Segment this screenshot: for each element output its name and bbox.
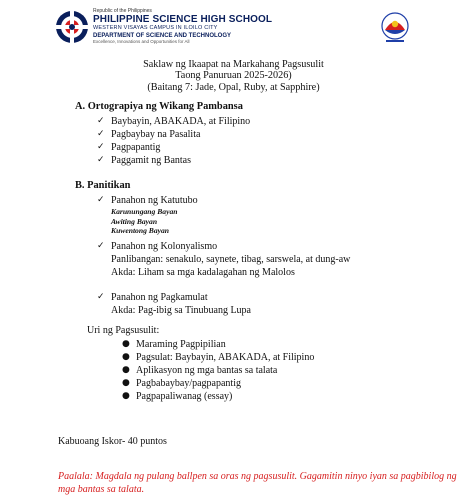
bullet-icon: ● xyxy=(122,365,130,375)
kolonyalismo-item xyxy=(97,240,217,253)
republic-line: Republic of the Philippines xyxy=(93,8,152,14)
list-item: ✓ Panahon ng Kolonyalismo xyxy=(97,241,218,252)
list-item: ✓ Paggamit ng Bantas xyxy=(97,155,191,166)
bullet-icon: ● xyxy=(122,352,130,362)
list-item: ● Pagsulat: Baybayin, ABAKADA, at Filipino xyxy=(122,352,315,363)
kamulat-details xyxy=(111,305,251,318)
list-item: ● Pagpapaliwanag (essay) xyxy=(122,391,233,402)
checkmark-icon: ✓ xyxy=(97,241,105,251)
detail-line: Akda: Pag-ibig sa Tinubuang Lupa xyxy=(111,305,251,316)
section-a-heading: A. Ortograpiya ng Wikang Pambansa xyxy=(75,101,243,112)
checkmark-icon: ✓ xyxy=(97,142,105,152)
test-types-heading: Uri ng Pagsusulit: xyxy=(87,325,160,336)
bagong-pilipinas-logo-icon xyxy=(377,10,413,44)
tagline: Excellence, Innovations and Opportunities for All xyxy=(93,38,190,44)
checkmark-icon: ✓ xyxy=(97,155,105,165)
checkmark-icon: ✓ xyxy=(97,129,105,139)
kamulat-item xyxy=(97,291,208,304)
checkmark-icon: ✓ xyxy=(97,116,105,126)
document-title xyxy=(0,59,467,93)
katutubo-subtopics xyxy=(111,207,177,236)
list-item: ● Maraming Pagpipilian xyxy=(122,339,226,350)
subtopic: Awiting Bayan xyxy=(111,216,158,226)
bullet-icon: ● xyxy=(122,339,130,349)
list-item: ✓ Panahon ng Pagkamulat xyxy=(97,292,208,303)
list-item: ● Aplikasyon ng mga bantas sa talata xyxy=(122,365,278,376)
test-types-list xyxy=(120,338,314,403)
bullet-icon: ● xyxy=(122,378,130,388)
school-name: PHILIPPINE SCIENCE HIGH SCHOOL xyxy=(93,14,273,25)
detail-line: Akda: Liham sa mga kadalagahan ng Malolos xyxy=(111,266,295,278)
section-b-heading: B. Panitikan xyxy=(75,180,131,191)
pshs-logo-icon xyxy=(55,10,89,44)
list-item: ✓ Baybayin, ABAKADA, at Filipino xyxy=(97,116,251,127)
letterhead xyxy=(55,8,455,48)
list-item: ✓ Pagpapantig xyxy=(97,142,161,153)
katutubo-item xyxy=(97,194,198,207)
list-item: ✓ Panahon ng Katutubo xyxy=(97,195,198,206)
list-item: ✓ Pagbaybay na Pasalita xyxy=(97,129,201,140)
detail-line: Panlibangan: senakulo, saynete, tibag, sarswela, at dung-aw xyxy=(111,254,351,265)
title-line-1: Saklaw ng Ikaapat na Markahang Pagsusulit xyxy=(143,59,324,70)
checkmark-icon: ✓ xyxy=(97,195,105,205)
subtopic: Kuwentong Bayan xyxy=(111,226,170,235)
organization-block xyxy=(93,9,272,44)
checkmark-icon: ✓ xyxy=(97,292,105,302)
bullet-icon: ● xyxy=(122,391,130,401)
campus-name: WESTERN VISAYAS CAMPUS IN ILOILO CITY xyxy=(93,25,218,31)
subtopic: Karunungang Bayan xyxy=(111,207,178,216)
list-item: ● Pagbabaybay/pagpapantig xyxy=(122,378,241,389)
department-name: DEPARTMENT OF SCIENCE AND TECHNOLOGY xyxy=(93,32,232,39)
title-line-3: (Baitang 7: Jade, Opal, Ruby, at Sapphire) xyxy=(147,81,320,93)
title-line-2: Taong Panuruan 2025-2026) xyxy=(175,70,292,82)
reminder-note: Paalala: Magdala ng pulang ballpen sa oras ng pagsusulit. Gagamitin ninyo iyan sa pagbibilog ng mga bantas sa talata. xyxy=(58,471,457,495)
kolonyalismo-details xyxy=(111,254,350,279)
total-score: Kabuoang Iskor- 40 puntos xyxy=(58,436,167,447)
section-a-list xyxy=(97,115,250,167)
